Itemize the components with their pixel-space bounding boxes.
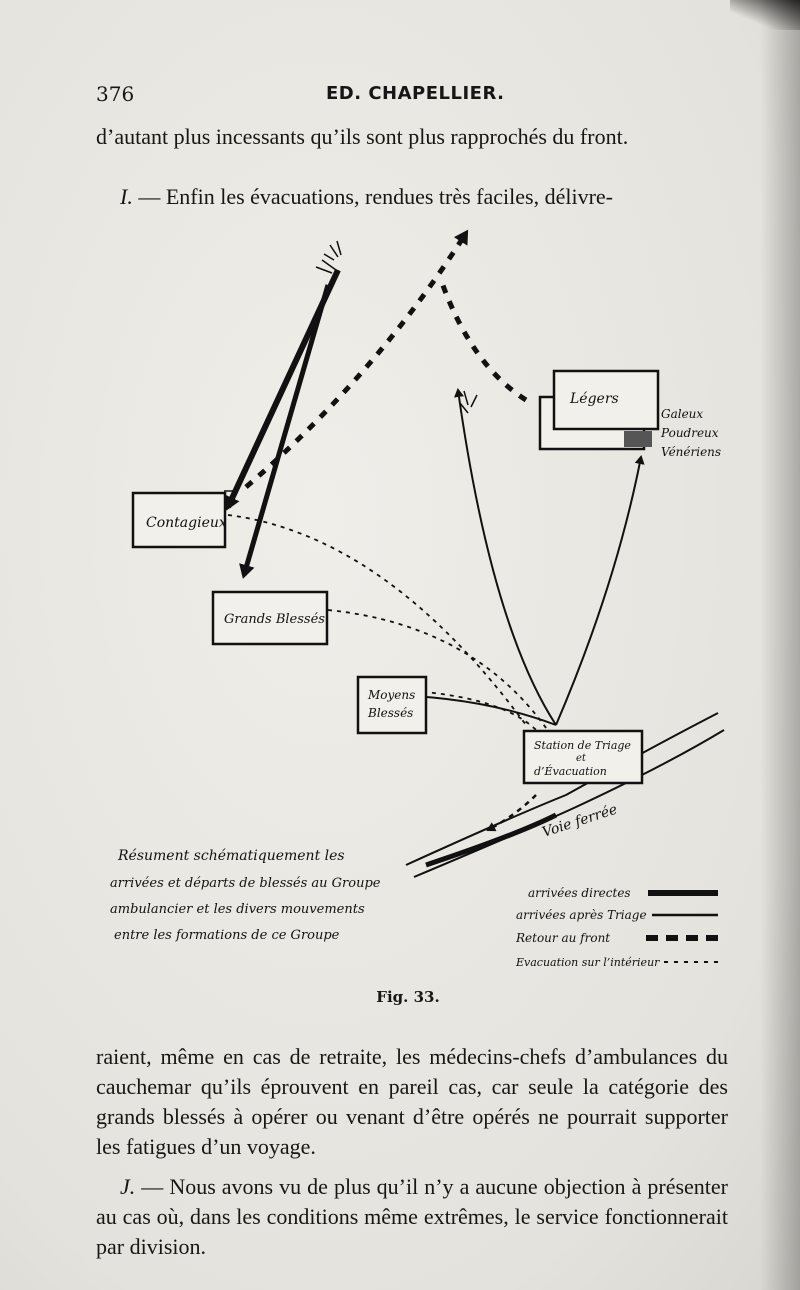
label-galeux-3: Vénériens bbox=[661, 445, 722, 459]
page-number: 376 bbox=[96, 82, 135, 106]
label-galeux-1: Galeux bbox=[661, 407, 704, 421]
label-galeux-2: Poudreux bbox=[661, 426, 719, 440]
feather-icon bbox=[224, 241, 477, 509]
legend-triage-label: arrivées après Triage bbox=[516, 908, 647, 922]
caption-text: Fig. 33. bbox=[376, 988, 440, 1006]
paragraph-j-lead: J. bbox=[120, 1174, 136, 1199]
scan-corner bbox=[730, 0, 800, 30]
arrow-direct-grands-blesses bbox=[244, 285, 328, 575]
legend-direct-label: arrivées directes bbox=[528, 886, 631, 900]
box-legers bbox=[540, 371, 658, 449]
box-contagieux bbox=[133, 493, 227, 547]
paragraph-continuation: d’autant plus incessants qu’ils sont plus rapprochés du front. bbox=[96, 124, 629, 149]
paragraph-i-lead: I. bbox=[120, 184, 133, 209]
label-contagieux: Contagieux bbox=[146, 515, 227, 531]
paragraph-i-text: — Enfin les évacuations, rendues très faciles, délivre- bbox=[132, 184, 613, 209]
page-edge-shadow bbox=[760, 0, 800, 1290]
summary-line-1: Résument schématiquement les bbox=[118, 848, 345, 864]
arrow-triage-galeux bbox=[556, 457, 641, 725]
legend-evac-label: Evacuation sur l’intérieur bbox=[516, 956, 660, 969]
label-station-1: Station de Triage bbox=[534, 739, 631, 752]
label-station-3: d’Évacuation bbox=[534, 765, 607, 778]
label-grands-blesses: Grands Blessés bbox=[224, 612, 325, 627]
paragraph-continuation-2: raient, même en cas de retraite, les médecins-chefs d’ambulances du cauchemar qu’ils éprouvent en pareil cas, car seule la catégorie des grands blessés à opérer ou venant d’être opérés ne pourrait supporter les fatigues d’un voyage. bbox=[96, 1044, 728, 1159]
hatched-corner bbox=[624, 431, 652, 447]
paragraph-j bbox=[96, 1172, 728, 1262]
label-voie-ferree: Voie ferrée bbox=[540, 801, 620, 841]
running-head: ED. CHAPELLIER. bbox=[326, 83, 505, 104]
label-moyens-2: Blessés bbox=[368, 706, 414, 720]
summary-line-4: entre les formations de ce Groupe bbox=[114, 928, 340, 943]
box-station-triage bbox=[524, 731, 642, 783]
legend-return-label: Retour au front bbox=[516, 931, 611, 945]
legend bbox=[515, 886, 722, 969]
label-station-2: et bbox=[576, 753, 586, 764]
page-header bbox=[96, 82, 726, 112]
label-legers: Légers bbox=[570, 391, 619, 407]
galeux-labels bbox=[660, 407, 721, 459]
label-moyens-1: Moyens bbox=[368, 688, 416, 702]
figure-caption bbox=[0, 988, 800, 1006]
paragraph-j-text: — Nous avons vu de plus qu’il n’y a aucune objection à présenter au cas où, dans les conditions même extrêmes, le service fonctionnerait par division. bbox=[96, 1174, 728, 1259]
arrow-return-front-2 bbox=[441, 280, 526, 400]
summary-line-3: ambulancier et les divers mouvements bbox=[110, 902, 365, 917]
box-grands-blesses bbox=[213, 592, 327, 644]
figure-33 bbox=[96, 225, 736, 985]
summary-note bbox=[110, 848, 381, 943]
summary-line-2: arrivées et départs de blessés au Groupe bbox=[110, 876, 381, 891]
box-moyens-blesses bbox=[358, 677, 426, 733]
schematic-diagram bbox=[96, 225, 736, 985]
paragraph-i bbox=[96, 182, 728, 212]
